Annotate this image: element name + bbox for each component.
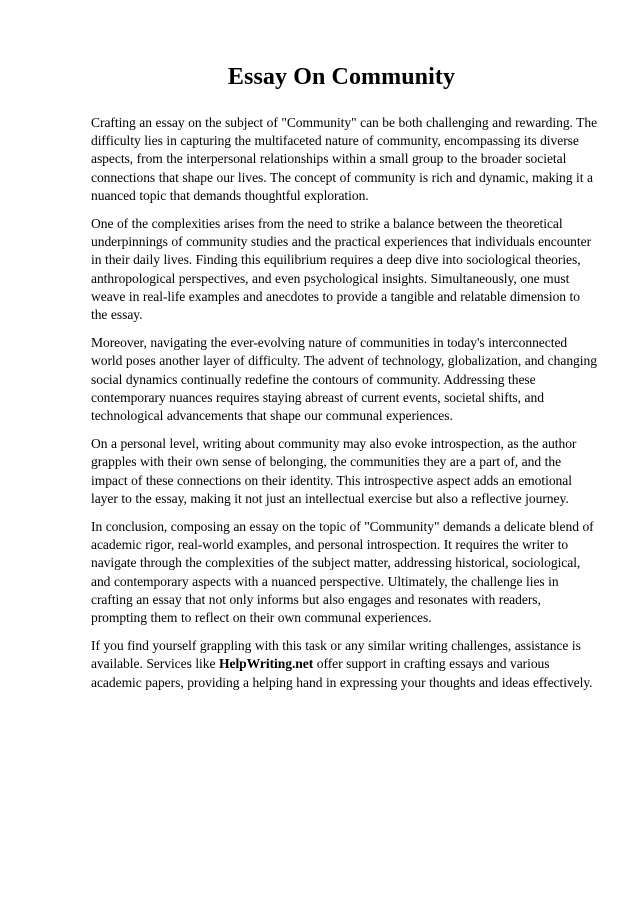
paragraph-personal-level: On a personal level, writing about community may also evoke introspection, as the author grapples with their own sense of belonging, the communities they are a part of, and the impact of these connections on their identity. This introspective aspect adds an emotional layer to the essay, making it not just an intellectual exercise but also a reflective journey. bbox=[91, 436, 577, 506]
brand-name: HelpWriting.net bbox=[219, 656, 314, 672]
paragraph-conclusion: In conclusion, composing an essay on the topic of "Community" demands a delicate blend of academic rigor, real-world examples, and personal introspection. It requires the writer to navigate through the complexities of the subject matter, addressing historical, sociological, and contemporary aspects with a nuanced perspective. Ultimately, the challenge lies in crafting an essay that not only informs but also engages and resonates with readers, prompting them to reflect on their own communal experiences. bbox=[91, 519, 594, 626]
paragraph-intro: Crafting an essay on the subject of "Community" can be both challenging and rewarding. The difficulty lies in capturing the multifaceted nature of community, encompassing its diverse aspects, from the interpersonal relationships within a small group to the broader societal connections that shape our lives. The concept of community is rich and dynamic, making it a nuanced topic that demands thoughtful exploration. bbox=[91, 115, 598, 203]
paragraph-complexities: One of the complexities arises from the need to strike a balance between the theoretical underpinnings of community studies and the practical experiences that individuals encounter in their daily lives. Finding this equilibrium requires a deep dive into sociological theories, anthropological perspectives, and even psychological insights. Simultaneously, one must weave in real-life examples and anecdotes to provide a tangible and relatable dimension to the essay. bbox=[91, 216, 592, 323]
paragraph-evolving-nature: Moreover, navigating the ever-evolving nature of communities in today's interconnected world poses another layer of difficulty. The advent of technology, globalization, and changing social dynamics continually redefine the contours of community. Addressing these contemporary nuances requires staying abreast of current events, societal shifts, and technological advancements that shape our communal experiences. bbox=[91, 335, 597, 424]
assistance-text-before: If you find yourself grappling with this task or any similar writing challenges, assistance is available. Services like bbox=[91, 638, 581, 672]
paragraph-assistance bbox=[91, 637, 598, 692]
assistance-text-after: offer support in crafting essays and various academic papers, providing a helping hand in expressing your thoughts and ideas effectively. bbox=[91, 656, 593, 690]
essay-title: Essay On Community bbox=[227, 64, 456, 90]
